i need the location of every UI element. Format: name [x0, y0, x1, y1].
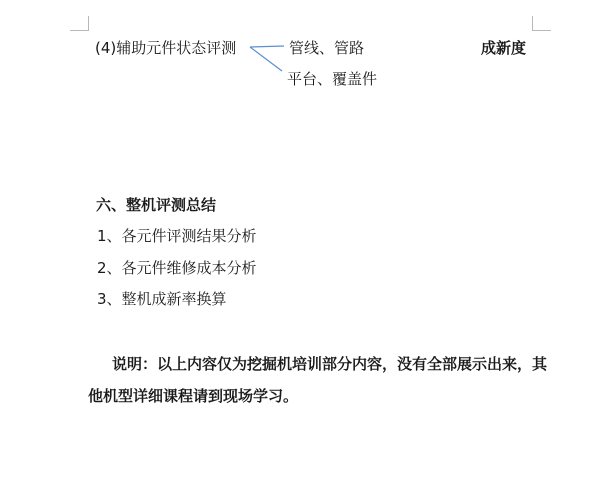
branch-pipes: 管线、管路 [289, 39, 365, 57]
list-item: 3、整机成新率换算 [97, 290, 227, 308]
branch-line-pipes [250, 46, 284, 47]
branch-platform-covers: 平台、覆盖件 [287, 70, 378, 88]
list-item: 2、各元件维修成本分析 [97, 259, 257, 277]
list-item: 1、各元件评测结果分析 [97, 227, 257, 245]
condition-label: 成新度 [481, 39, 527, 57]
section-heading: 六、整机评测总结 [96, 196, 217, 214]
branch-line-platform [250, 47, 282, 71]
item-auxiliary-component-status: (4)辅助元件状态评测 [95, 39, 237, 57]
note-paragraph: 说明：以上内容仅为挖掘机培训部分内容，没有全部展示出来，其他机型详细课程请到现场学习。 [88, 355, 548, 405]
